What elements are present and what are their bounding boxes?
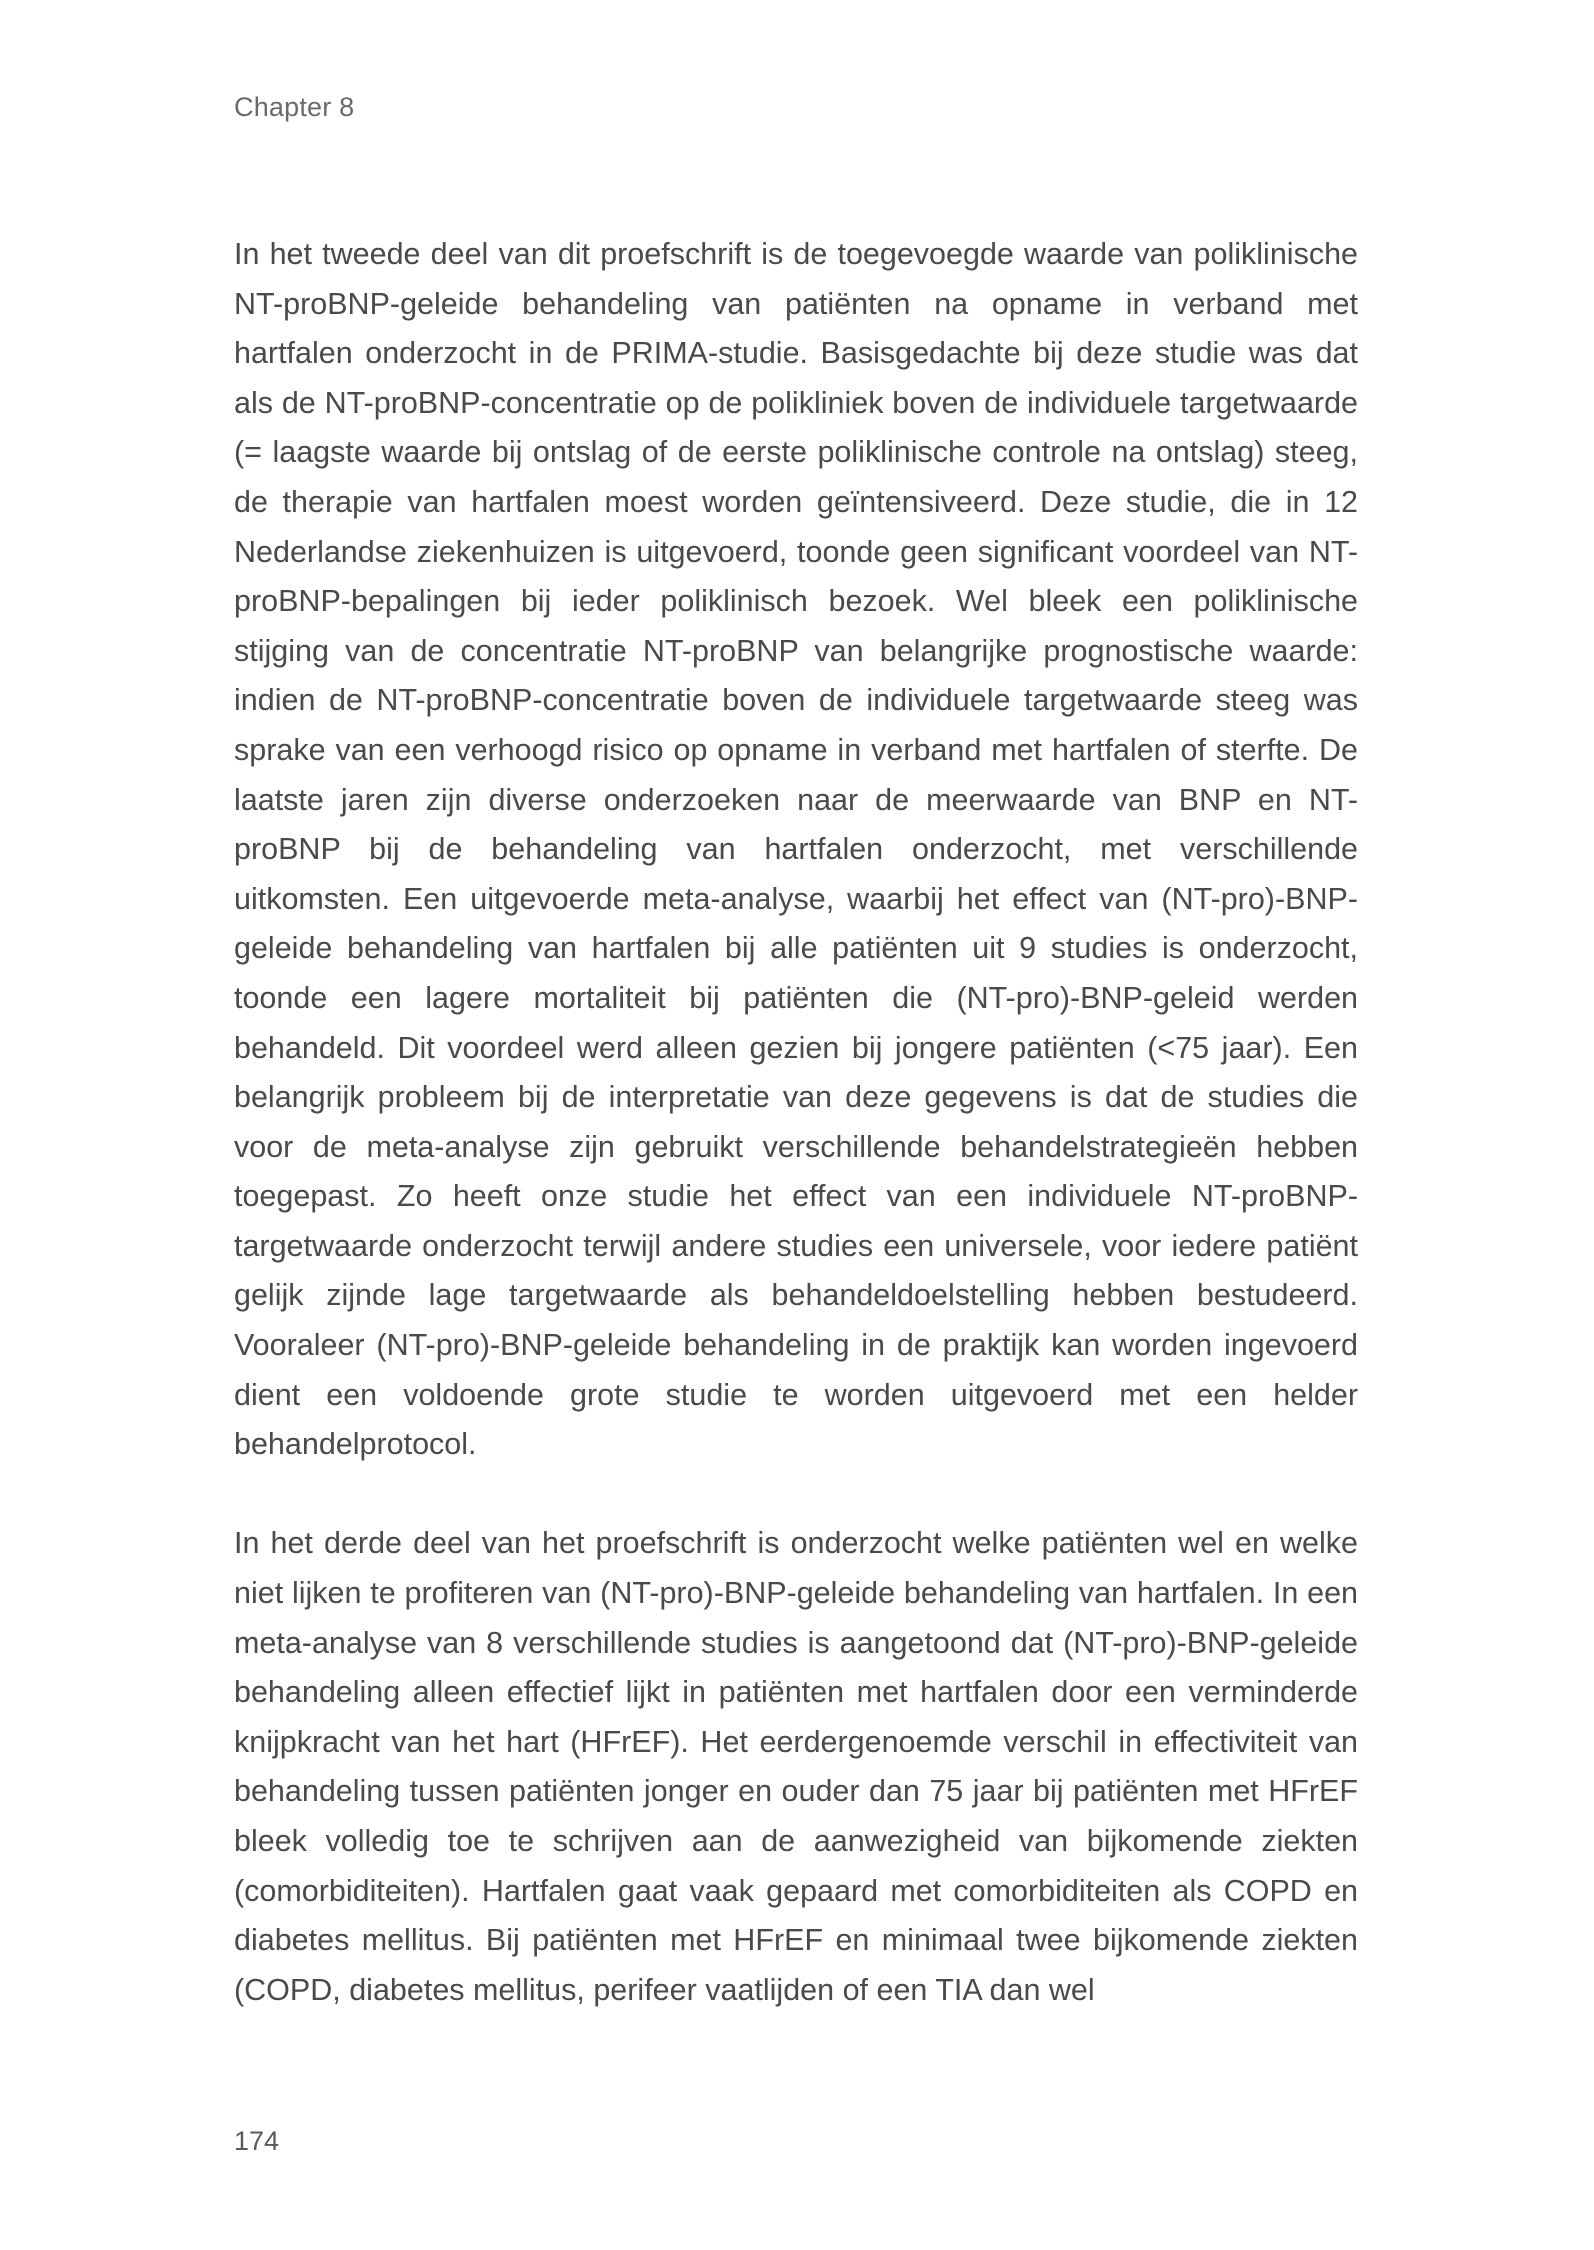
running-header: Chapter 8 [234,92,355,122]
paragraph-part-two-prima-study: In het tweede deel van dit proefschrift is de toegevoegde waarde van poliklinische NT-proBNP-geleide behandeling van patiënten na opname in verband met hartfalen onderzocht in de PRIMA-studie. Basisgedachte bij deze studie was dat als de NT-proBNP-concentratie op de polikliniek boven de individuele targetwaarde (= laagste waarde bij ontslag of de eerste poliklinische controle na ontslag) steeg, de therapie van hartfalen moest worden geïntensiveerd. Deze studie, die in 12 Nederlandse ziekenhuizen is uitgevoerd, toonde geen significant voordeel van NT-proBNP-bepalingen bij ieder poliklinisch bezoek. Wel bleek een poliklinische stijging van de concentratie NT-proBNP van belangrijke prognostische waarde: indien de NT-proBNP-concentratie boven de individuele targetwaarde steeg was sprake van een verhoogd risico op opname in verband met hartfalen of sterfte. De laatste jaren zijn diverse onderzoeken naar de meerwaarde van BNP en NT-proBNP bij de behandeling van hartfalen onderzocht, met verschillende uitkomsten. Een uitgevoerde meta-analyse, waarbij het effect van (NT-pro)-BNP-geleide behandeling van hartfalen bij alle patiënten uit 9 studies is onderzocht, toonde een lagere mortaliteit bij patiënten die (NT-pro)-BNP-geleid werden behandeld. Dit voordeel werd alleen gezien bij jongere patiënten (<75 jaar). Een belangrijk probleem bij de interpretatie van deze gegevens is dat de studies die voor de meta-analyse zijn gebruikt verschillende behandelstrategieën hebben toegepast. Zo heeft onze studie het effect van een individuele NT-proBNP-targetwaarde onderzocht terwijl andere studies een universele, voor iedere patiënt gelijk zijnde lage targetwaarde als behandeldoelstelling hebben bestudeerd. Vooraleer (NT-pro)-BNP-geleide behandeling in de praktijk kan worden ingevoerd dient een voldoende grote studie te worden uitgevoerd met een helder behandelprotocol. [234,237,1358,1462]
paragraph-part-three-meta-analysis: In het derde deel van het proefschrift is onderzocht welke patiënten wel en welke niet lijken te profiteren van (NT-pro)-BNP-geleide behandeling van hartfalen. In een meta-analyse van 8 verschillende studies is aangetoond dat (NT-pro)-BNP-geleide behandeling alleen effectief lijkt in patiënten met hartfalen door een verminderde knijpkracht van het hart (HFrEF). Het eerdergenoemde verschil in effectiviteit van behandeling tussen patiënten jonger en ouder dan 75 jaar bij patiënten met HFrEF bleek volledig toe te schrijven aan de aanwezigheid van bijkomende ziekten (comorbiditeiten). Hartfalen gaat vaak gepaard met comorbiditeiten als COPD en diabetes mellitus. Bij patiënten met HFrEF en minimaal twee bijkomende ziekten (COPD, diabetes mellitus, perifeer vaatlijden of een TIA dan wel [234,1526,1358,2007]
body-text [234,230,1358,2015]
page-number: 174 [234,2126,280,2156]
